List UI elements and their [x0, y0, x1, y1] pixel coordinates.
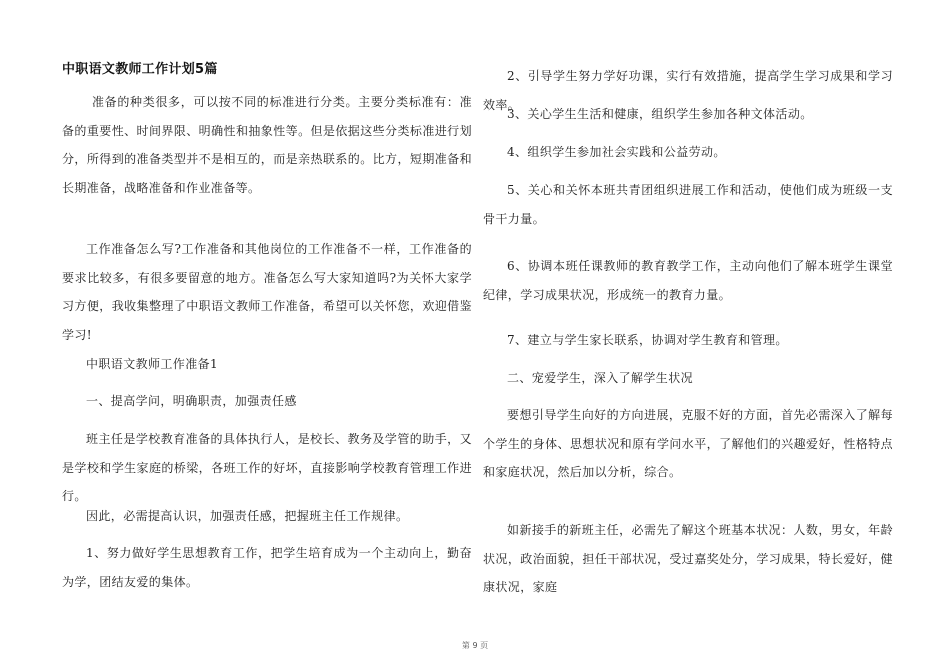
page-number: 第 9 页	[461, 641, 489, 650]
paragraph: 准备的种类很多，可以按不同的标准进行分类。主要分类标准有：准备的重要性、时间界限、明确性和抽象性等。但是依据这些分类标准进行划分，所得到的准备类型并不是相互的，而是亲热联系的。比方，短期准备和长期准备，战略准备和作业准备等。	[62, 95, 472, 195]
paragraph: 5、关心和关怀本班共青团组织进展工作和活动，使他们成为班级一支骨干力量。	[483, 183, 893, 226]
paragraph: 要想引导学生向好的方向进展，克服不好的方面，首先必需深入了解每个学生的身体、思想状况和原有学问水平，了解他们的兴趣爱好，性格特点和家庭状况，然后加以分析，综合。	[483, 408, 893, 479]
section-heading: 二、宠爱学生，深入了解学生状况	[507, 371, 694, 385]
paragraph: 因此，必需提高认识，加强责任感，把握班主任工作规律。	[86, 509, 409, 523]
document-title: 中职语文教师工作计划5篇	[62, 62, 218, 77]
section-heading: 中职语文教师工作准备1	[86, 357, 219, 371]
paragraph: 3、关心学生生活和健康，组织学生参加各种文体活动。	[507, 107, 813, 121]
paragraph: 班主任是学校教育准备的具体执行人，是校长、教务及学管的助手，又是学校和学生家庭的桥梁，各班工作的好坏，直接影响学校教育管理工作进行。	[62, 432, 472, 503]
paragraph: 1、努力做好学生思想教育工作，把学生培育成为一个主动向上，勤奋为学，团结友爱的集体。	[62, 546, 472, 589]
section-heading: 一、提高学问，明确职责，加强责任感	[86, 394, 297, 408]
paragraph: 6、协调本班任课教师的教育教学工作，主动向他们了解本班学生课堂纪律，学习成果状况，形成统一的教育力量。	[483, 259, 893, 302]
paragraph: 如新接手的新班主任，必需先了解这个班基本状况：人数，男女，年龄状况，政治面貌，担任干部状况，受过嘉奖处分，学习成果，特长爱好，健康状况，家庭	[483, 523, 893, 594]
paragraph: 7、建立与学生家长联系，协调对学生教育和管理。	[507, 333, 788, 347]
paragraph: 2、引导学生努力学好功课，实行有效措施，提高学生学习成果和学习效率。	[483, 69, 893, 112]
paragraph: 4、组织学生参加社会实践和公益劳动。	[507, 145, 726, 159]
paragraph: 工作准备怎么写?工作准备和其他岗位的工作准备不一样，工作准备的要求比较多，有很多要留意的地方。准备怎么写大家知道吗?为关怀大家学习方便，我收集整理了中职语文教师工作准备，希望可以关怀您，欢迎借鉴学习!	[62, 242, 472, 342]
